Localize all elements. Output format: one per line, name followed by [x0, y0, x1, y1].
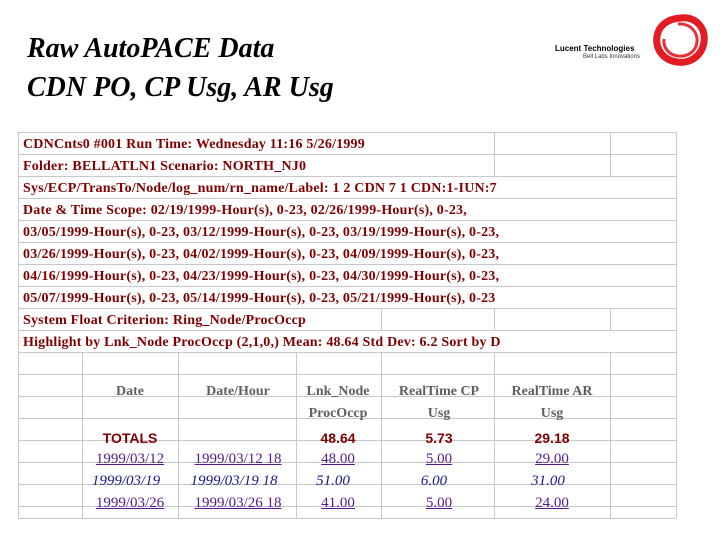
report-header-line: 03/05/1999-Hour(s), 0-23, 03/12/1999-Hour(s), 0-23, 03/19/1999-Hour(s), 0-23,: [23, 225, 500, 240]
grid-line: [82, 352, 83, 518]
report-header-line: Date & Time Scope: 02/19/1999-Hour(s), 0-23, 02/26/1999-Hour(s), 0-23,: [23, 203, 467, 218]
grid-line: [18, 132, 676, 133]
row-realtime-cp-link[interactable]: 5.00: [425, 495, 453, 511]
grid-line: [18, 286, 676, 287]
report-header-line: 03/26/1999-Hour(s), 0-23, 04/02/1999-Hour(s), 0-23, 04/09/1999-Hour(s), 0-23,: [23, 247, 500, 262]
grid-line: [18, 308, 676, 309]
lucent-innovation-ring-icon: [650, 12, 710, 68]
grid-line: [18, 242, 676, 243]
slide-title-line1: Raw AutoPACE Data: [27, 33, 275, 64]
report-header-line: CDNCnts0 #001 Run Time: Wednesday 11:16 5/26/1999: [23, 137, 365, 152]
brand-name: Lucent Technologies: [555, 44, 635, 53]
grid-line: [381, 308, 382, 330]
report-header-line: 05/07/1999-Hour(s), 0-23, 05/14/1999-Hour(s), 0-23, 05/21/1999-Hour(s), 0-23: [23, 291, 496, 306]
grid-line: [178, 352, 179, 518]
row-date-link[interactable]: 1999/03/26: [95, 495, 165, 511]
row-lnk-node: 51.00: [316, 473, 350, 489]
column-header-ar-usg: Usg: [540, 406, 564, 421]
row-date-hour-link[interactable]: 1999/03/26 18: [194, 495, 282, 511]
grid-line: [18, 518, 676, 519]
grid-line: [18, 132, 19, 518]
report-header-line: 04/16/1999-Hour(s), 0-23, 04/23/1999-Hour(s), 0-23, 04/30/1999-Hour(s), 0-23,: [23, 269, 500, 284]
grid-line: [610, 132, 611, 176]
grid-line: [18, 198, 676, 199]
column-header-cp-usg: Usg: [427, 406, 451, 421]
row-date-hour-link[interactable]: 1999/03/12 18: [194, 451, 282, 467]
totals-realtime-cp: 5.73: [425, 430, 453, 446]
row-date-link[interactable]: 1999/03/12: [95, 451, 165, 467]
report-header-line: Sys/ECP/TransTo/Node/log_num/rn_name/Label: 1 2 CDN 7 1 CDN:1-IUN:7: [23, 181, 497, 196]
grid-line: [18, 330, 676, 331]
row-date: 1999/03/19: [91, 473, 161, 489]
grid-line: [18, 176, 676, 177]
report-header-line: Highlight by Lnk_Node ProcOccp (2,1,0,) Mean: 48.64 Std Dev: 6.2 Sort by D: [23, 335, 501, 350]
grid-line: [18, 374, 676, 375]
grid-line: [18, 220, 676, 221]
report-header-line: Folder: BELLATLN1 Scenario: NORTH_NJ0: [23, 159, 307, 174]
column-header-realtime-cp: RealTime CP: [398, 384, 480, 399]
totals-realtime-ar: 29.18: [534, 430, 570, 446]
grid-line: [610, 352, 611, 518]
grid-line: [610, 308, 611, 330]
column-header-realtime-ar: RealTime AR: [511, 384, 593, 399]
grid-line: [18, 154, 676, 155]
grid-line: [494, 132, 495, 176]
brand-tagline: Bell Labs Innovations: [583, 54, 641, 60]
row-realtime-ar: 31.00: [531, 473, 565, 489]
row-lnk-node-link[interactable]: 41.00: [321, 495, 355, 511]
column-header-date: Date: [116, 384, 144, 399]
row-lnk-node-link[interactable]: 48.00: [321, 451, 355, 467]
grid-line: [494, 352, 495, 518]
row-realtime-ar-link[interactable]: 29.00: [535, 451, 569, 467]
column-header-prococcp: ProcOccp: [308, 406, 368, 421]
grid-line: [18, 264, 676, 265]
column-header-date-hour: Date/Hour: [206, 384, 270, 399]
totals-label: TOTALS: [102, 430, 158, 446]
report-sheet: [18, 132, 676, 518]
row-realtime-ar-link[interactable]: 24.00: [535, 495, 569, 511]
grid-line: [494, 308, 495, 330]
totals-lnk-node: 48.64: [320, 430, 356, 446]
row-realtime-cp: 6.00: [420, 473, 448, 489]
grid-line: [296, 352, 297, 518]
column-header-lnk-node: Lnk_Node: [306, 384, 370, 399]
grid-line: [676, 132, 677, 518]
row-realtime-cp-link[interactable]: 5.00: [425, 451, 453, 467]
grid-line: [18, 352, 676, 353]
report-header-line: System Float Criterion: Ring_Node/ProcOccp: [23, 313, 307, 328]
slide-title-line2: CDN PO, CP Usg, AR Usg: [27, 72, 334, 103]
grid-line: [381, 352, 382, 518]
row-date-hour: 1999/03/19 18: [190, 473, 278, 489]
